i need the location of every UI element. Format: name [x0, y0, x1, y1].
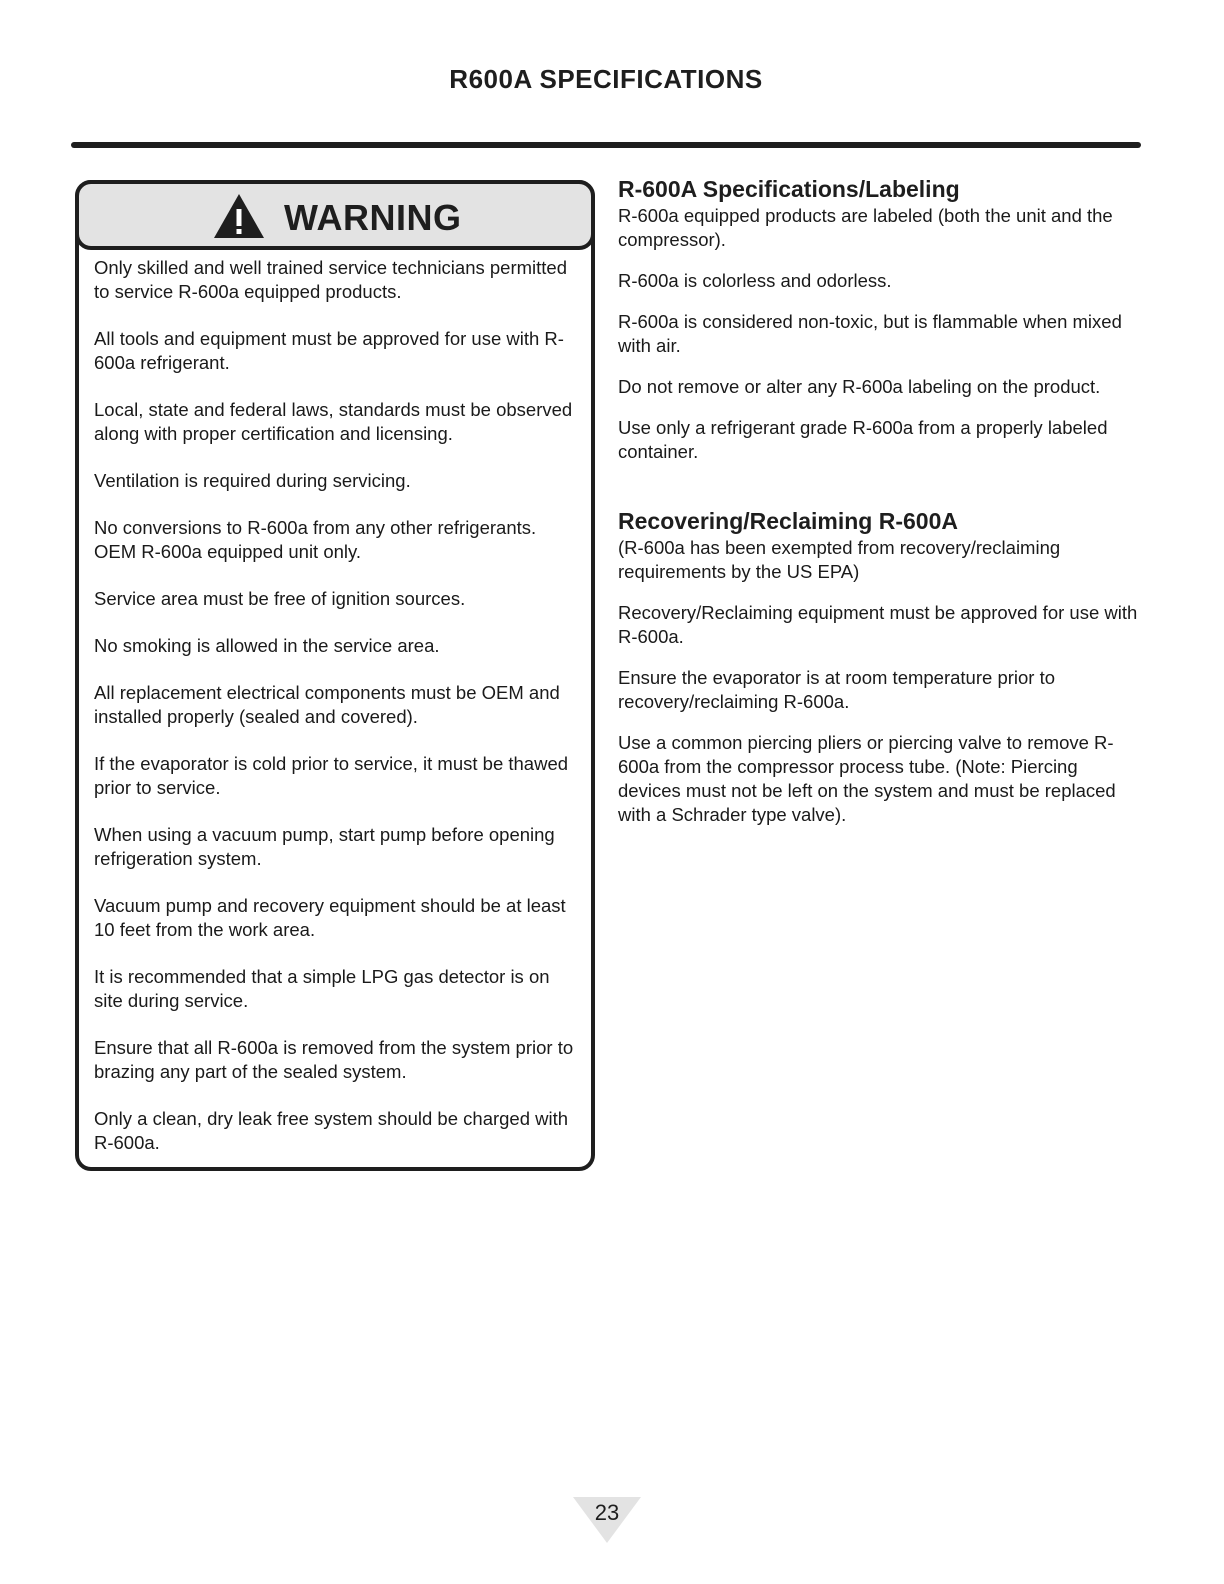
warning-header [75, 180, 595, 250]
warning-item: Service area must be free of ignition sources. [94, 588, 466, 609]
warning-item: If the evaporator is cold prior to service, it must be thawed prior to service. [94, 753, 569, 798]
warning-triangle-icon [212, 192, 266, 240]
warning-item: All tools and equipment must be approved for use with R-600a refrigerant. [94, 328, 564, 373]
page-number-marker [573, 1497, 641, 1543]
warning-item: No conversions to R-600a from any other refrigerants. OEM R-600a equipped unit only. [94, 517, 537, 562]
specs-paragraph: R-600a is colorless and odorless. [618, 270, 892, 291]
recovery-section [618, 506, 1143, 827]
warning-label: WARNING [284, 197, 462, 238]
warning-item: Vacuum pump and recovery equipment should be at least 10 feet from the work area. [94, 895, 566, 940]
specs-paragraph: Do not remove or alter any R-600a labeling on the product. [618, 376, 1101, 397]
recovery-paragraph: Use a common piercing pliers or piercing valve to remove R-600a from the compressor process tube. (Note: Piercing devices must not be left on the system and must be replaced with a Schrader type valve). [618, 732, 1116, 825]
warning-item: Ventilation is required during servicing. [94, 470, 411, 491]
warning-box [75, 180, 595, 1171]
warning-list [94, 256, 579, 1178]
recovery-paragraph: (R-600a has been exempted from recovery/reclaiming requirements by the US EPA) [618, 537, 1061, 582]
title-divider [71, 142, 1141, 148]
page-title: R600A SPECIFICATIONS [449, 64, 763, 94]
right-column [618, 174, 1143, 844]
warning-item: Only a clean, dry leak free system should be charged with R-600a. [94, 1108, 569, 1153]
page-number: 23 [594, 1500, 620, 1525]
warning-item: When using a vacuum pump, start pump before opening refrigeration system. [94, 824, 555, 869]
specs-paragraph: Use only a refrigerant grade R-600a from a properly labeled container. [618, 417, 1108, 462]
recovery-paragraph: Recovery/Reclaiming equipment must be approved for use with R-600a. [618, 602, 1138, 647]
warning-item: No smoking is allowed in the service area. [94, 635, 440, 656]
warning-item: Local, state and federal laws, standards must be observed along with proper certification and licensing. [94, 399, 573, 444]
specs-heading: R-600A Specifications/Labeling [618, 176, 960, 202]
specs-paragraph: R-600a is considered non-toxic, but is flammable when mixed with air. [618, 311, 1122, 356]
specs-paragraph: R-600a equipped products are labeled (both the unit and the compressor). [618, 205, 1113, 250]
warning-item: All replacement electrical components must be OEM and installed properly (sealed and covered). [94, 682, 560, 727]
recovery-heading: Recovering/Reclaiming R-600A [618, 508, 959, 534]
warning-item: Only skilled and well trained service technicians permitted to service R-600a equipped products. [94, 257, 567, 302]
recovery-paragraph: Ensure the evaporator is at room temperature prior to recovery/reclaiming R-600a. [618, 667, 1056, 712]
warning-item: Ensure that all R-600a is removed from the system prior to brazing any part of the sealed system. [94, 1037, 574, 1082]
specs-section [618, 174, 1143, 464]
warning-item: It is recommended that a simple LPG gas detector is on site during service. [94, 966, 550, 1011]
